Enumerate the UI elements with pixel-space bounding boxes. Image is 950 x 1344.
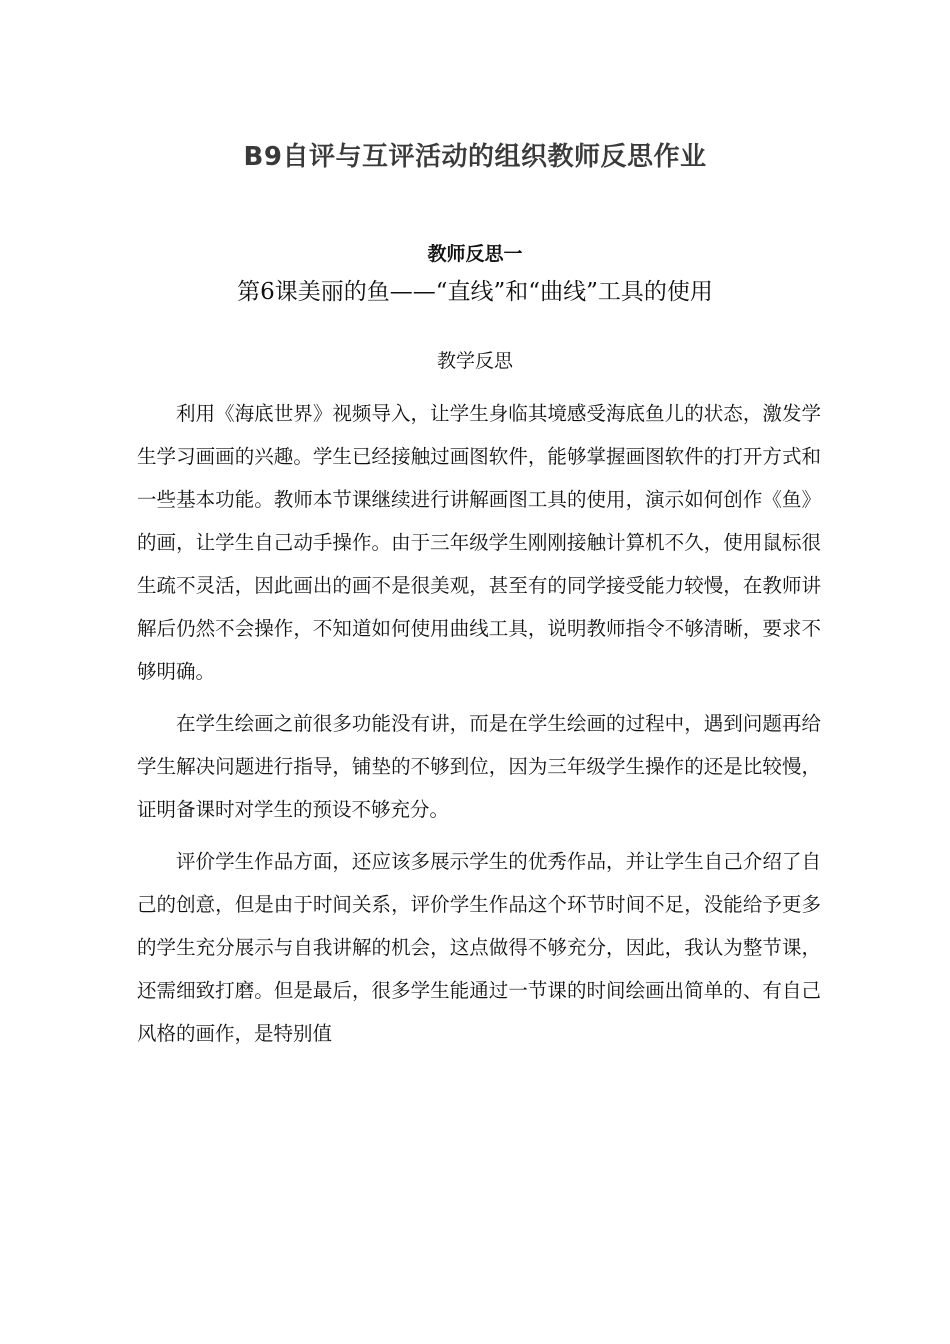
body-paragraph: 在学生绘画之前很多功能没有讲，而是在学生绘画的过程中，遇到问题再给学生解决问题进行指导，铺垫的不够到位，因为三年级学生操作的还是比较慢，证明备课时对学生的预设不够充分。 (137, 712, 821, 821)
body-paragraph: 利用《海底世界》视频导入，让学生身临其境感受海底鱼儿的状态，激发学生学习画画的兴趣。学生已经接触过画图软件，能够掌握画图软件的打开方式和一些基本功能。教师本节课继续进行讲解画图工具的使用，演示如何创作《鱼》的画，让学生自己动手操作。由于三年级学生刚刚接触计算机不久，使用鼠标很生疏不灵活，因此画出的画不是很美观，甚至有的同学接受能力较慢，在教师讲解后仍然不会操作，不知道如何使用曲线工具，说明教师指令不够清晰，要求不够明确。 (137, 402, 821, 683)
document-body (137, 392, 821, 1064)
document-title: B9自评与互评活动的组织教师反思作业 (243, 142, 707, 172)
lesson-title: 第6课美丽的鱼——“直线”和“曲线”工具的使用 (237, 279, 713, 305)
body-paragraph: 评价学生作品方面，还应该多展示学生的优秀作品，并让学生自己介绍了自己的创意，但是由于时间关系，评价学生作品这个环节时间不足，没能给予更多的学生充分展示与自我讲解的机会，这点做得不够充分，因此，我认为整节课，还需细致打磨。但是最后，很多学生能通过一节课的时间绘画出简单的、有自己风格的画作，是特别值 (137, 850, 821, 1045)
section-heading: 教学反思 (436, 350, 513, 372)
reflection-subtitle: 教师反思一 (427, 243, 523, 265)
